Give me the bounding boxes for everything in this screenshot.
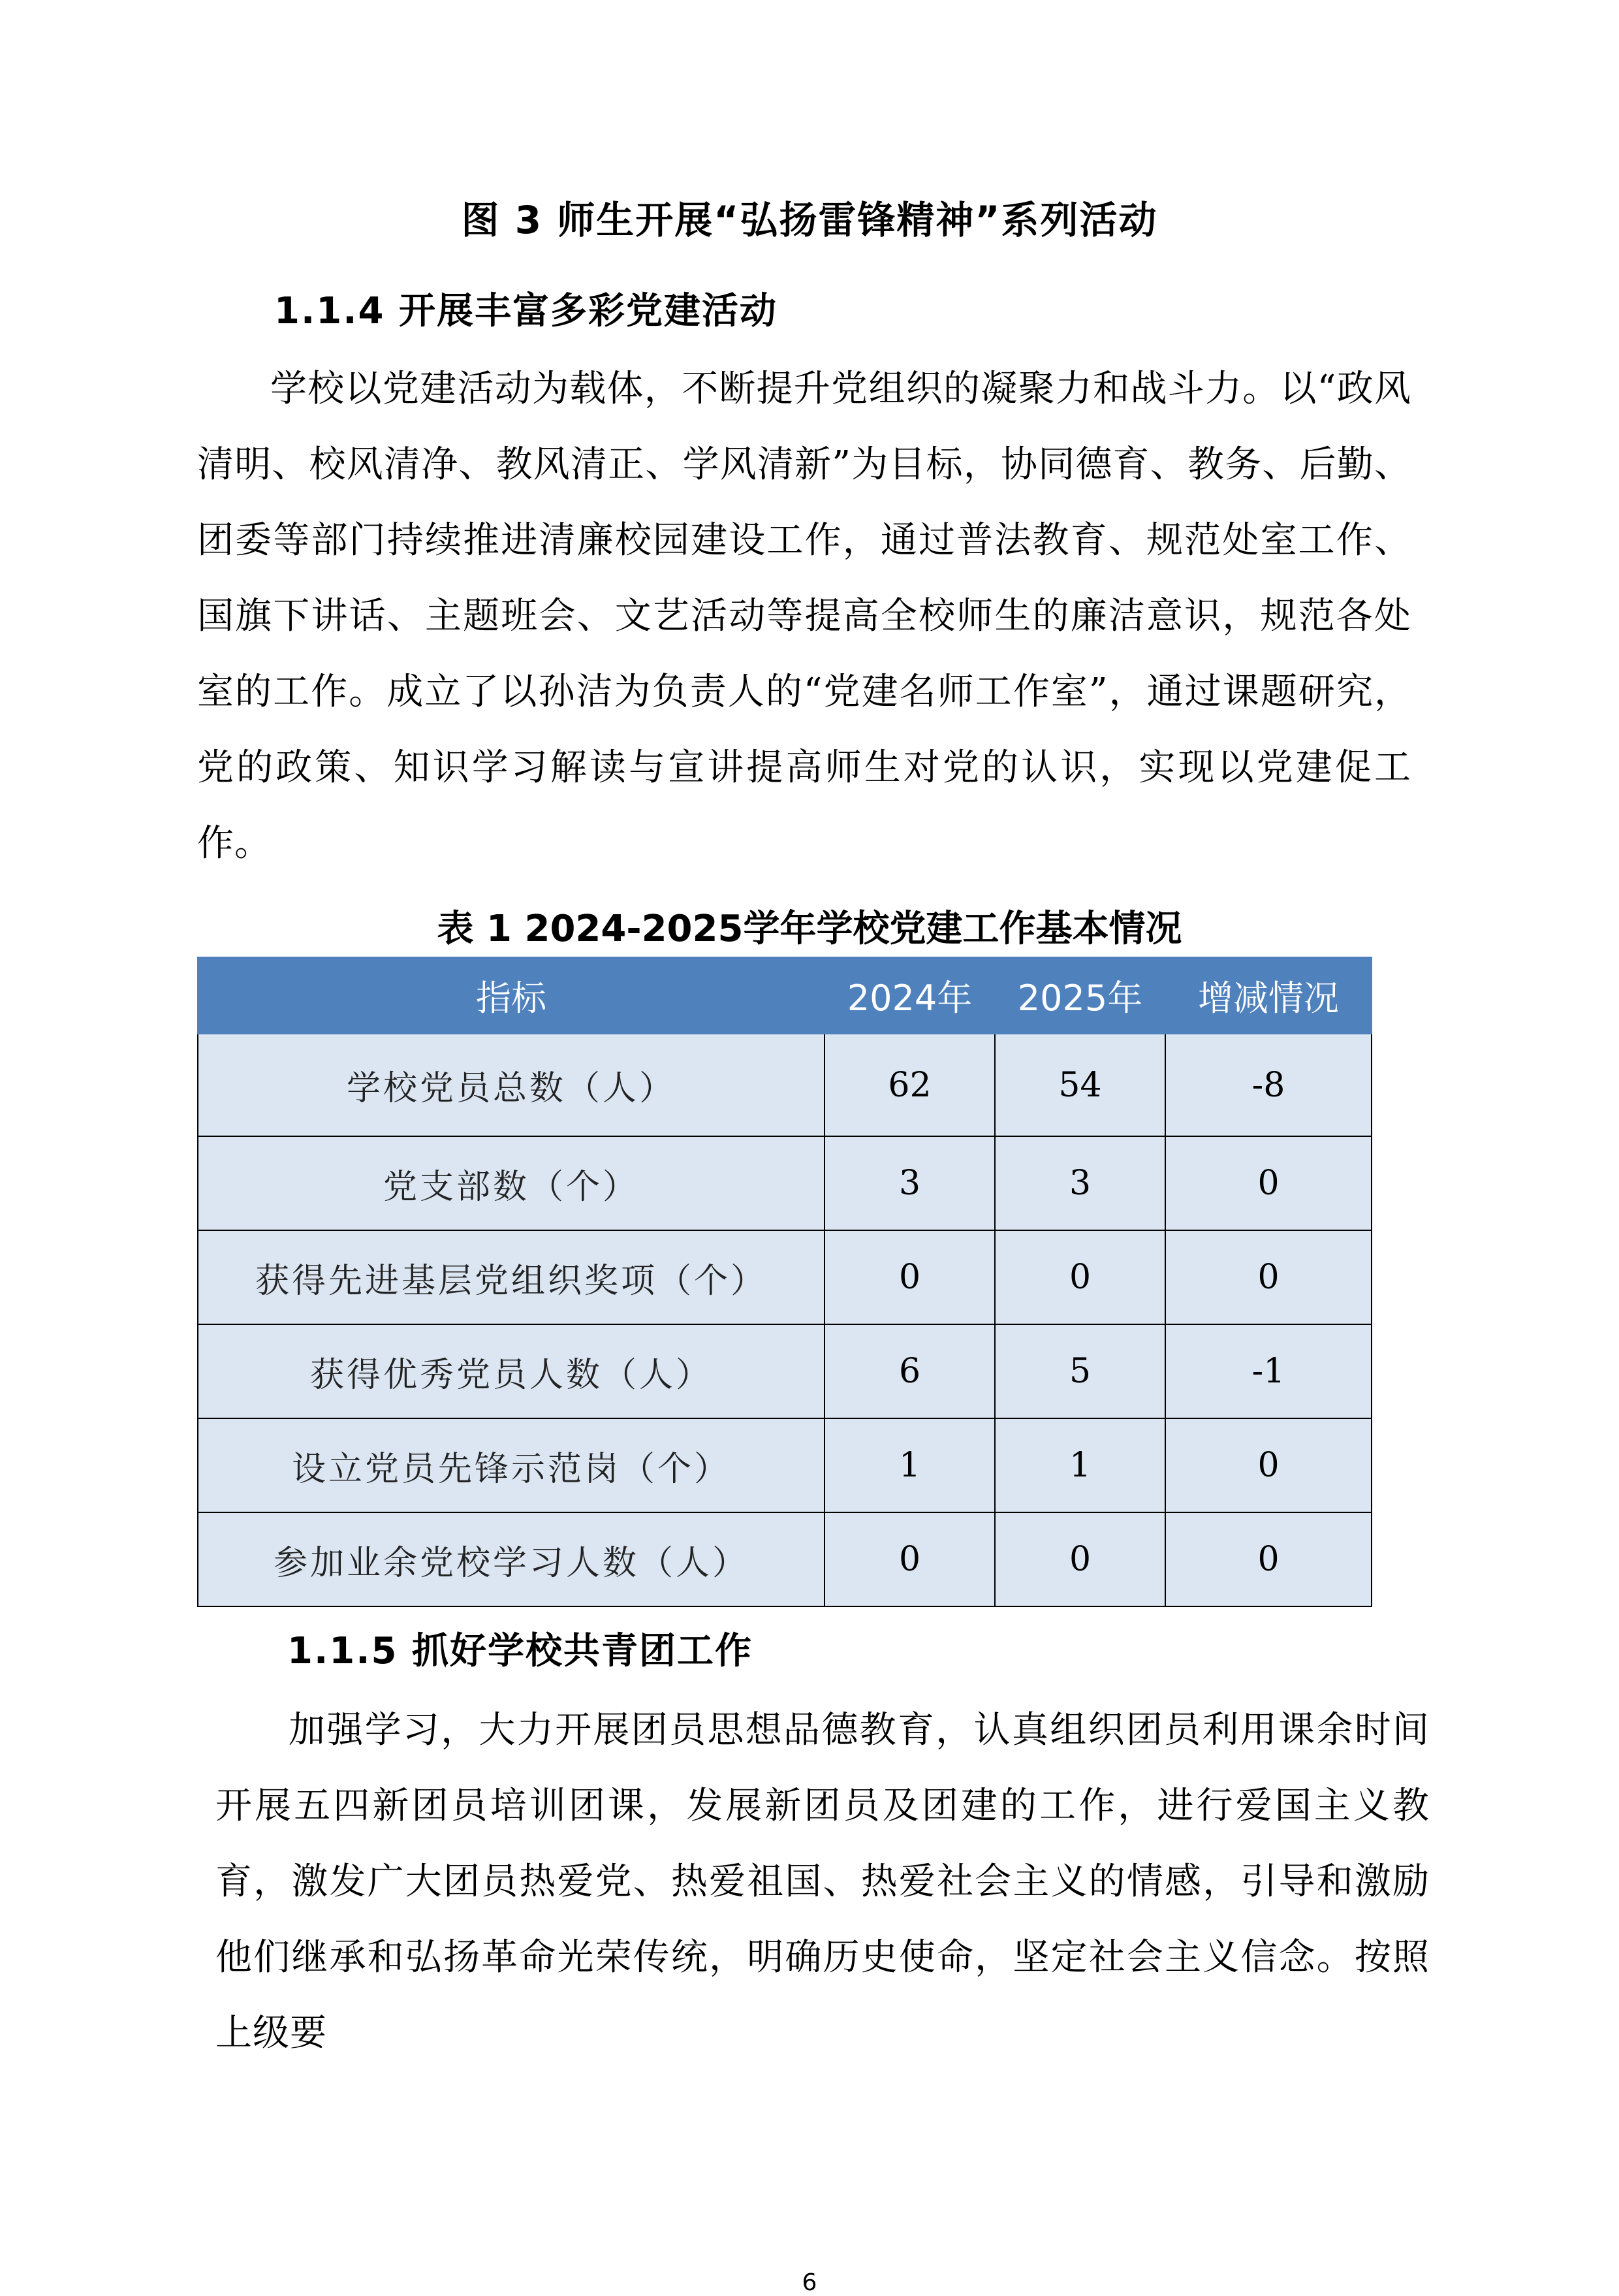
table-row [198, 1034, 1372, 1136]
table-row [198, 1324, 1372, 1418]
section-heading-1-1-5: 1.1.5 抓好学校共青团工作 [287, 1630, 753, 1672]
cell-2024: 0 [825, 1230, 995, 1324]
cell-2025: 0 [995, 1230, 1165, 1324]
header-2024: 2024年 [825, 957, 995, 1034]
cell-2025: 5 [995, 1324, 1165, 1418]
table-row [198, 1512, 1372, 1606]
table-row [198, 1136, 1372, 1230]
section-paragraph-1-1-5: 加强学习，大力开展团员思想品德教育，认真组织团员利用课余时间开展五四新团员培训团课，发展新团员及团建的工作，进行爱国主义教育，激发广大团员热爱党、热爱祖国、热爱社会主义的情感，引导和激励他们继承和弘扬革命光荣传统，明确历史使命，坚定社会主义信念。按照上级要 [215, 1709, 1430, 2054]
cell-change: 0 [1165, 1230, 1372, 1324]
figure-caption: 图 3 师生开展“弘扬雷锋精神”系列活动 [461, 198, 1158, 242]
table-caption: 表 1 2024-2025学年学校党建工作基本情况 [437, 908, 1182, 950]
header-2025: 2025年 [995, 957, 1165, 1034]
cell-2025: 0 [995, 1512, 1165, 1606]
cell-2024: 0 [825, 1512, 995, 1606]
page-number: 6 [802, 2269, 817, 2296]
cell-2024: 3 [825, 1136, 995, 1230]
cell-change: 0 [1165, 1418, 1372, 1512]
section-heading-1-1-4: 1.1.4 开展丰富多彩党建活动 [274, 290, 778, 332]
header-change: 增减情况 [1165, 957, 1372, 1034]
party-work-table [197, 957, 1372, 1607]
cell-2024: 6 [825, 1324, 995, 1418]
cell-2024: 62 [825, 1034, 995, 1136]
cell-2025: 54 [995, 1034, 1165, 1136]
cell-change: -1 [1165, 1324, 1372, 1418]
row-label: 参加业余党校学习人数（人） [198, 1512, 825, 1606]
cell-2025: 3 [995, 1136, 1165, 1230]
cell-2024: 1 [825, 1418, 995, 1512]
cell-change: -8 [1165, 1034, 1372, 1136]
row-label: 获得先进基层党组织奖项（个） [198, 1230, 825, 1324]
header-indicator: 指标 [198, 957, 825, 1034]
table-row [198, 1230, 1372, 1324]
table-header-row [198, 957, 1372, 1034]
cell-change: 0 [1165, 1512, 1372, 1606]
section-paragraph-1-1-4: 学校以党建活动为载体，不断提升党组织的凝聚力和战斗力。以“政风清明、校风清净、教风清正、学风清新”为目标，协同德育、教务、后勤、团委等部门持续推进清廉校园建设工作，通过普法教育、规范处室工作、国旗下讲话、主题班会、文艺活动等提高全校师生的廉洁意识，规范各处室的工作。成立了以孙洁为负责人的“党建名师工作室”，通过课题研究，党的政策、知识学习解读与宣讲提高师生对党的认识，实现以党建促工作。 [197, 368, 1411, 865]
cell-change: 0 [1165, 1136, 1372, 1230]
row-label: 学校党员总数（人） [198, 1034, 825, 1136]
row-label: 获得优秀党员人数（人） [198, 1324, 825, 1418]
table-row [198, 1418, 1372, 1512]
row-label: 设立党员先锋示范岗（个） [198, 1418, 825, 1512]
cell-2025: 1 [995, 1418, 1165, 1512]
row-label: 党支部数（个） [198, 1136, 825, 1230]
